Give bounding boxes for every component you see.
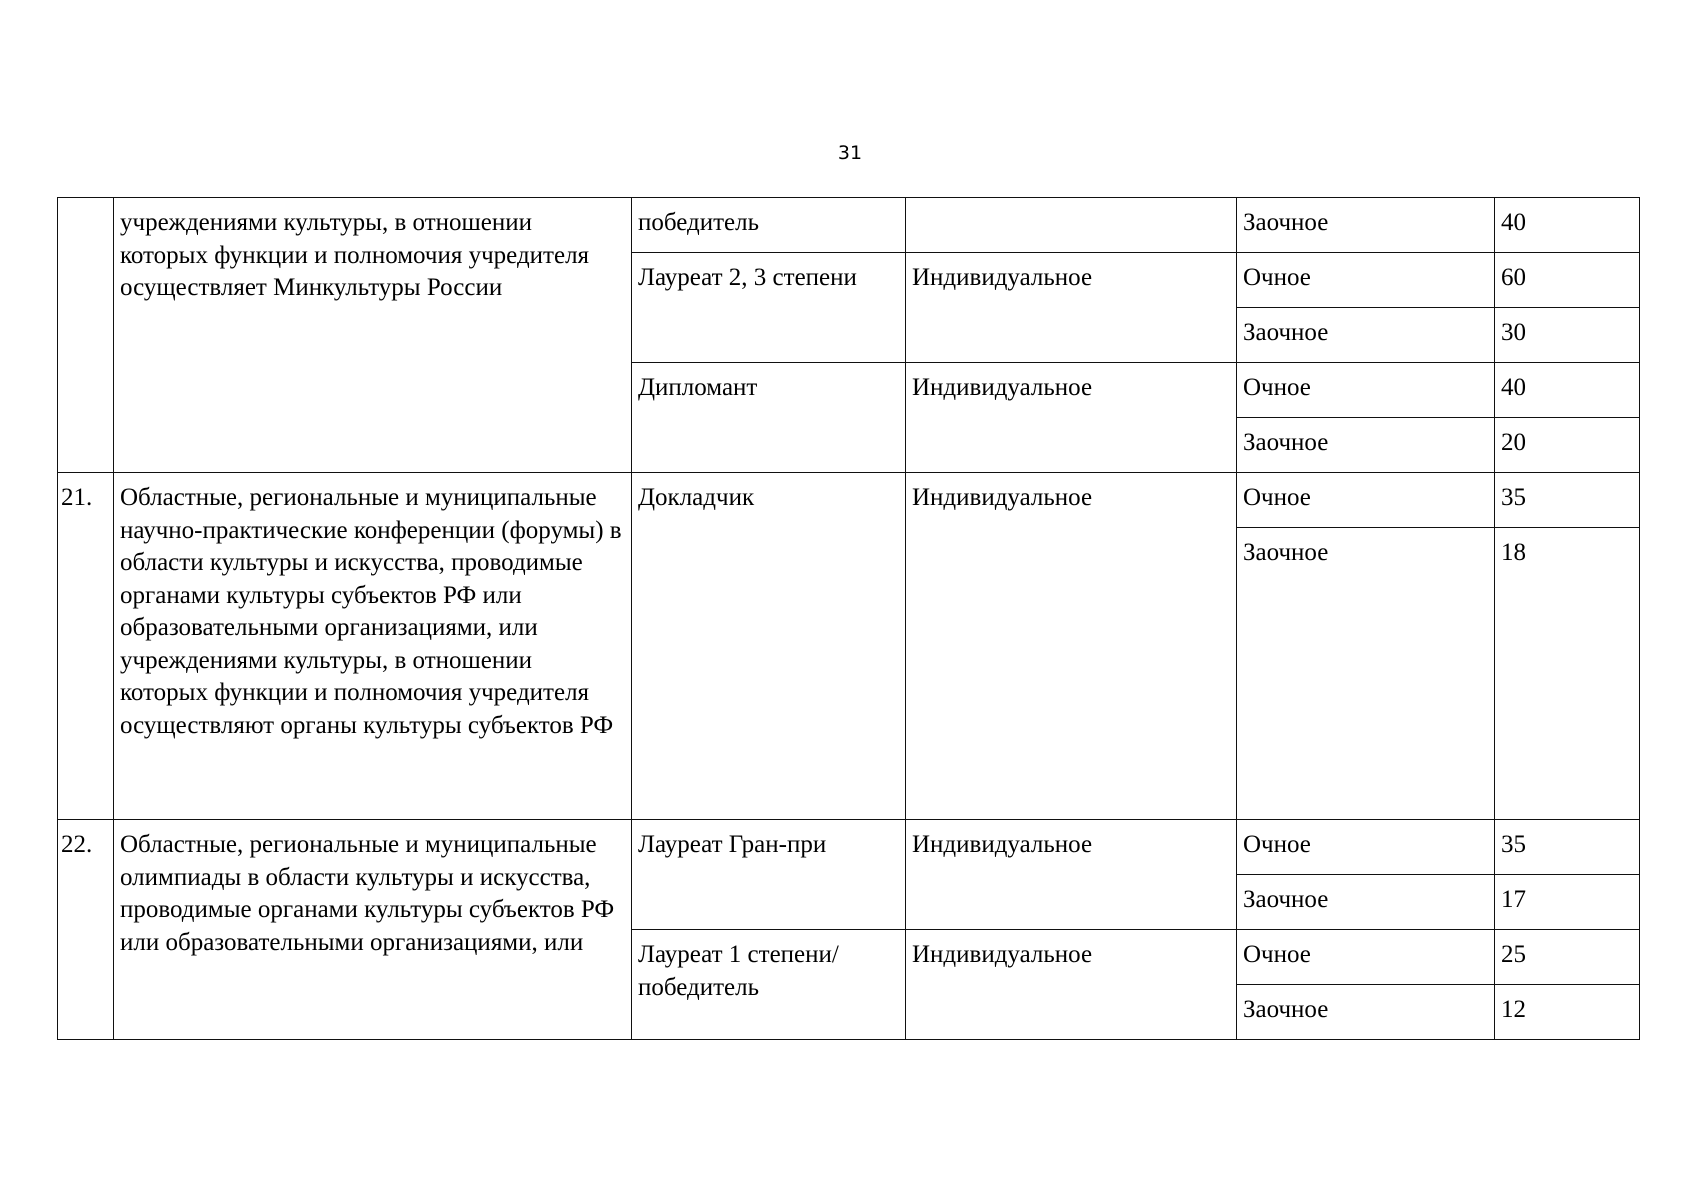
participation-form: Очное [1237,253,1495,308]
participation-type: Индивидуальное [906,820,1237,930]
participation-form: Заочное [1237,308,1495,363]
participant-status: Лауреат Гран-при [632,820,906,930]
row-number: 22. [58,820,114,1040]
points-value: 40 [1495,198,1640,253]
event-description: Областные, региональные и муниципальные научно-практические конференции (форумы) в области культуры и искусства, проводимые органами культуры субъектов РФ или образовательными организациями, или учреждениями культуры, в отношении которых функции и полномочия учредителя осуществляют органы культуры субъектов РФ [114,473,632,820]
participation-form: Заочное [1237,198,1495,253]
participation-type: Индивидуальное [906,363,1237,473]
participant-status: победитель [632,198,906,253]
participation-type: Индивидуальное [906,930,1237,1040]
participation-form: Заочное [1237,875,1495,930]
participation-form: Очное [1237,930,1495,985]
points-value: 17 [1495,875,1640,930]
points-value: 30 [1495,308,1640,363]
points-value: 60 [1495,253,1640,308]
points-value: 35 [1495,820,1640,875]
event-description: Областные, региональные и муниципальные олимпиады в области культуры и искусства, проводимые органами культуры субъектов РФ или образовательными организациями, или [114,820,632,1040]
participant-status: Дипломант [632,363,906,473]
event-description: учреждениями культуры, в отношении которых функции и полномочия учредителя осуществляет Минкультуры России [114,198,632,473]
row-number [58,198,114,473]
points-value: 18 [1495,528,1640,820]
table-row [58,820,1640,875]
participation-form: Заочное [1237,418,1495,473]
participation-form: Очное [1237,820,1495,875]
participation-type: Индивидуальное [906,473,1237,820]
points-value: 40 [1495,363,1640,418]
participation-form: Очное [1237,473,1495,528]
participation-form: Заочное [1237,528,1495,820]
points-value: 12 [1495,985,1640,1040]
participant-status: Лауреат 1 степени/ победитель [632,930,906,1040]
participation-type [906,198,1237,253]
participation-form: Заочное [1237,985,1495,1040]
row-number: 21. [58,473,114,820]
points-value: 25 [1495,930,1640,985]
points-value: 35 [1495,473,1640,528]
points-value: 20 [1495,418,1640,473]
participation-type: Индивидуальное [906,253,1237,363]
participant-status: Докладчик [632,473,906,820]
table-row [58,198,1640,253]
page-number: 31 [837,142,863,164]
table-row [58,473,1640,528]
participant-status: Лауреат 2, 3 степени [632,253,906,363]
criteria-table [57,197,1640,1040]
participation-form: Очное [1237,363,1495,418]
